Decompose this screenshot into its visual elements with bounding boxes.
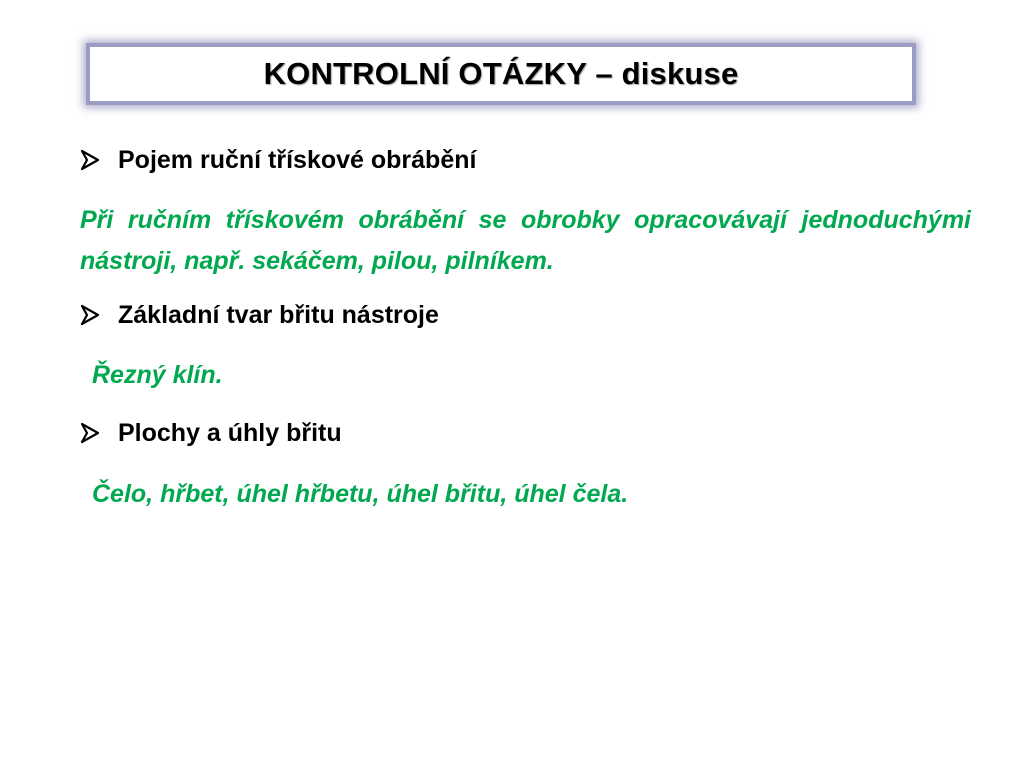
answer-3: Čelo, hřbet, úhel hřbetu, úhel břitu, úhel čela. [92,480,629,508]
question-3-label: Plochy a úhly břitu [118,419,342,447]
question-3 [80,413,971,453]
arrowhead-bullet-icon [80,303,104,327]
answer-2: Řezný klín. [92,361,223,389]
slide-title: KONTROLNÍ OTÁZKY – diskuse [263,56,739,91]
arrowhead-bullet-icon [80,421,104,445]
answer-1: Při ručním třískovém obrábění se obrobky opracovávají jednoduchými nástroji, např. sekáčem, pilou, pilníkem. [80,206,971,275]
question-1 [80,140,971,180]
question-2-label: Základní tvar břitu nástroje [118,301,439,329]
arrowhead-bullet-icon [80,148,104,172]
question-1-label: Pojem ruční třískové obrábění [118,146,477,174]
title-box [86,43,916,105]
slide-content [80,138,971,515]
question-2 [80,295,971,335]
